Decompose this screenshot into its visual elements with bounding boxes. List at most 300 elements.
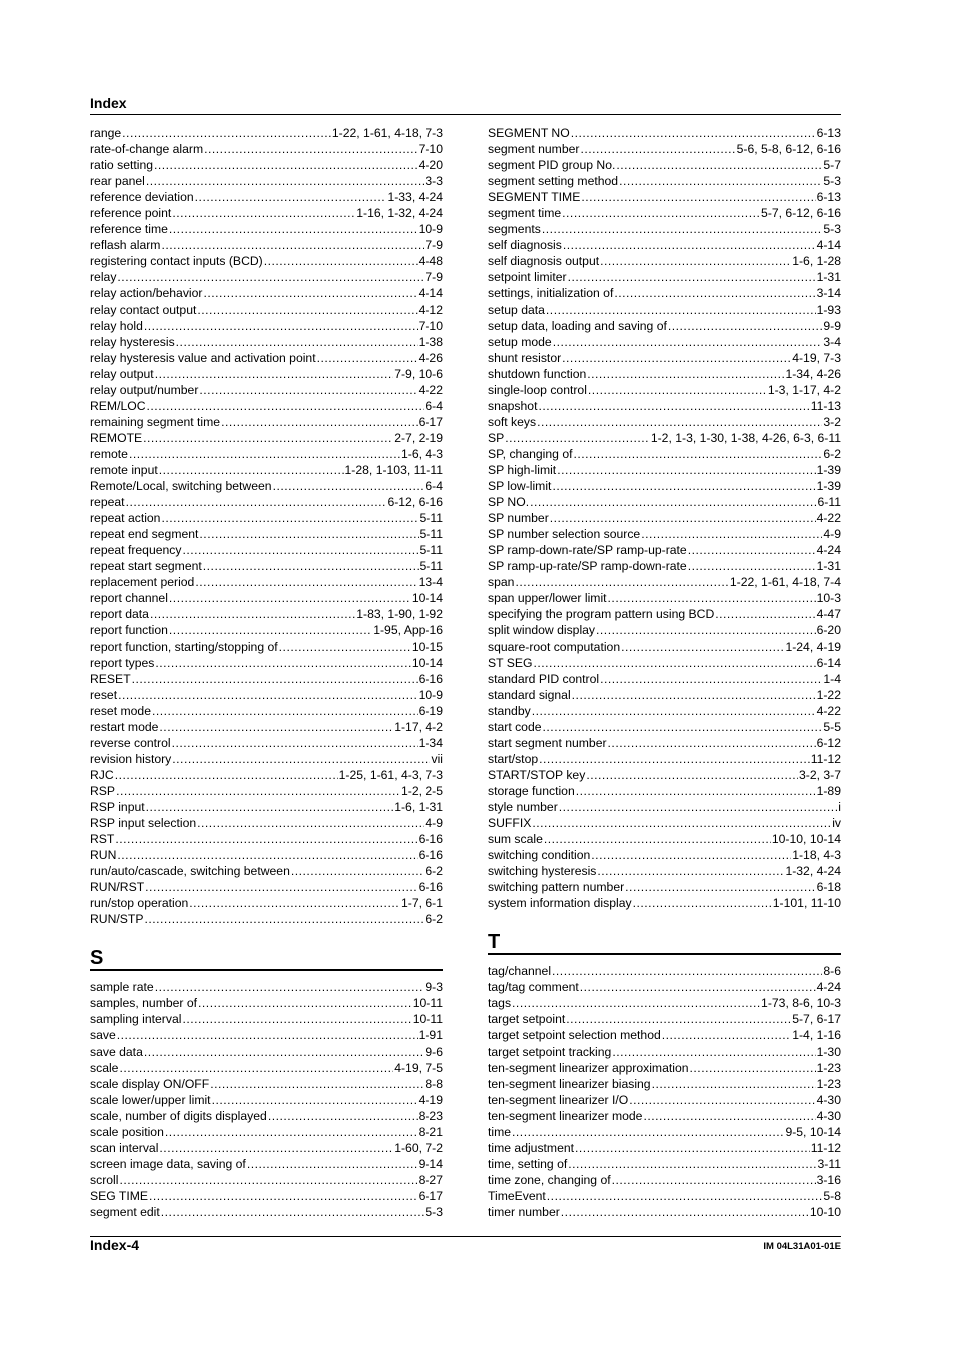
index-entry [90, 494, 443, 510]
index-page-refs: 4-9 [425, 816, 443, 831]
index-page-refs: 4-24 [816, 980, 841, 995]
index-entry-list [488, 125, 841, 911]
dot-leader [530, 494, 816, 510]
index-page-refs: 1-31 [816, 270, 841, 285]
index-entry [488, 719, 841, 735]
index-page-refs: 6-16 [418, 848, 443, 863]
index-term: storage function [488, 783, 575, 798]
dot-leader [566, 1011, 791, 1027]
dot-leader [587, 366, 784, 382]
index-term: scroll [90, 1172, 119, 1187]
index-entry [488, 253, 841, 269]
index-page-refs: 1-3, 1-17, 4-2 [767, 382, 841, 397]
index-term: switching condition [488, 848, 591, 863]
index-term: relay hold [90, 318, 143, 333]
index-term: tag/tag comment [488, 980, 579, 995]
index-term: time, setting of [488, 1156, 568, 1171]
index-page-refs: 1-2, 1-3, 1-30, 1-38, 4-26, 6-3, 6-11 [650, 430, 841, 445]
dot-leader [116, 783, 400, 799]
index-entry [90, 1027, 443, 1043]
index-page-refs: 5-3 [823, 174, 841, 189]
index-page-refs: 6-4 [425, 479, 443, 494]
index-term: repeat end segment [90, 527, 199, 542]
dot-leader [662, 1027, 791, 1043]
index-entry [90, 205, 443, 221]
index-entry [488, 815, 841, 831]
index-page-refs: 7-10 [418, 318, 443, 333]
index-page-refs: 3-14 [816, 286, 841, 301]
index-entry-list [90, 979, 443, 1220]
index-term: target setpoint [488, 1012, 566, 1027]
index-page-refs: 1-73, 8-6, 10-3 [761, 996, 841, 1011]
index-term: relay action/behavior [90, 286, 203, 301]
index-page-refs: 10-14 [411, 655, 443, 670]
index-entry [488, 237, 841, 253]
index-page-refs: 2-7, 2-19 [394, 430, 443, 445]
dot-leader [264, 253, 418, 269]
index-term: SP [488, 430, 505, 445]
dot-leader [546, 302, 816, 318]
index-term: range [90, 126, 122, 140]
index-page-refs: 1-25, 1-61, 4-3, 7-3 [338, 767, 443, 782]
index-page-refs: 1-95, App-16 [373, 623, 443, 638]
index-entry [488, 963, 841, 979]
index-term: SP number [488, 511, 549, 526]
index-page-refs: 1-101, 11-10 [772, 896, 841, 911]
index-term: reference time [90, 222, 168, 237]
index-page-refs: 5-11 [419, 511, 443, 526]
index-entry [488, 1140, 841, 1156]
dot-leader [119, 1060, 393, 1076]
index-page-refs: 4-20 [418, 158, 443, 173]
index-term: sampling interval [90, 1012, 182, 1027]
index-page-refs: 1-93 [816, 302, 841, 317]
index-entry [90, 1011, 443, 1027]
index-entry [90, 1076, 443, 1092]
dot-leader [146, 173, 424, 189]
dot-leader [132, 671, 418, 687]
index-page-refs: 6-11 [817, 495, 841, 510]
dot-leader [195, 574, 417, 590]
index-term: report channel [90, 591, 168, 606]
index-entry [488, 1011, 841, 1027]
dot-leader [291, 863, 425, 879]
dot-leader [575, 1140, 810, 1156]
index-page-refs: 5-8 [823, 1188, 841, 1203]
dot-leader [715, 606, 815, 622]
index-term: restart mode [90, 719, 159, 734]
dot-leader [197, 302, 417, 318]
index-term: RUN/STP [90, 912, 144, 927]
index-entry [90, 1092, 443, 1108]
index-entry [90, 366, 443, 382]
index-term: timer number [488, 1205, 560, 1219]
dot-leader [317, 350, 418, 366]
index-term: run/stop operation [90, 896, 189, 911]
dot-leader [152, 703, 418, 719]
index-page-refs: 10-9 [418, 687, 443, 702]
index-page-refs: 6-2 [425, 912, 443, 927]
index-term: SP ramp-up-rate/SP ramp-down-rate [488, 559, 687, 574]
index-term: shutdown function [488, 366, 587, 381]
index-page-refs: 1-22, 1-61, 4-18, 7-3 [331, 126, 443, 140]
dot-leader [586, 767, 798, 783]
index-term: tag/channel [488, 964, 552, 979]
dot-leader [553, 334, 823, 350]
index-term: ratio setting [90, 158, 154, 173]
index-page-refs: 5-7, 6-17 [792, 1012, 841, 1027]
dot-leader [117, 1027, 418, 1043]
index-entry [488, 703, 841, 719]
index-page-refs: 1-18, 4-3 [792, 848, 841, 863]
dot-leader [568, 1156, 816, 1172]
index-page-refs: 6-4 [425, 398, 443, 413]
dot-leader [532, 815, 831, 831]
dot-leader [576, 783, 816, 799]
dot-leader [600, 671, 822, 687]
index-term: segment time [488, 206, 562, 221]
dot-leader [539, 751, 810, 767]
index-page-refs: 11-12 [810, 1140, 841, 1155]
index-page-refs: 3-11 [817, 1156, 841, 1171]
index-term: scale lower/upper limit [90, 1092, 211, 1107]
index-entry [488, 141, 841, 157]
dot-leader [612, 1044, 815, 1060]
index-page-refs: 1-23 [816, 1060, 841, 1075]
index-entry [90, 1108, 443, 1124]
index-term: settings, initialization of [488, 286, 614, 301]
index-term: remaining segment time [90, 414, 221, 429]
index-term: ten-segment linearizer approximation [488, 1060, 689, 1075]
index-page-refs: 7-10 [418, 142, 443, 157]
dot-leader [580, 141, 735, 157]
index-page-refs: 4-19, 7-3 [792, 350, 841, 365]
index-entry [90, 1044, 443, 1060]
index-entry [90, 302, 443, 318]
dot-leader [608, 590, 816, 606]
index-term: time adjustment [488, 1140, 575, 1155]
dot-leader [147, 398, 425, 414]
index-page-refs: 1-39 [816, 462, 841, 477]
header-divider [90, 114, 841, 115]
index-page-refs: 6-13 [816, 190, 841, 205]
index-term: single-loop control [488, 382, 587, 397]
index-entry [488, 414, 841, 430]
index-entry [90, 767, 443, 783]
index-page-refs: 8-23 [418, 1108, 443, 1123]
index-term: ten-segment linearizer mode [488, 1108, 643, 1123]
index-entry [488, 1156, 841, 1172]
dot-leader [129, 446, 400, 462]
index-page-refs: 8-21 [418, 1124, 443, 1139]
dot-leader [176, 334, 418, 350]
index-entry [488, 979, 841, 995]
index-page-refs: 4-24 [816, 543, 841, 558]
index-term: SEGMENT TIME [488, 190, 581, 205]
section-letter-heading: S [90, 947, 443, 971]
index-page-refs: 10-14 [411, 591, 443, 606]
index-page-refs: 1-32, 4-24 [785, 864, 841, 879]
index-term: reset mode [90, 703, 151, 718]
index-entry [488, 430, 841, 446]
index-page-refs: 4-48 [418, 254, 443, 269]
index-entry [488, 606, 841, 622]
index-term: screen image data, saving of [90, 1156, 246, 1171]
index-page-refs: 10-9 [418, 222, 443, 237]
index-page-refs: 7-9, 10-6 [394, 366, 443, 381]
index-entry [90, 478, 443, 494]
index-page-refs: 6-2 [425, 864, 443, 879]
dot-leader [145, 879, 417, 895]
index-entry [90, 735, 443, 751]
dot-leader [547, 1188, 823, 1204]
index-page-refs: 11-12 [810, 751, 841, 766]
index-entry [488, 1027, 841, 1043]
index-section-s [90, 947, 443, 1220]
dot-leader [625, 879, 815, 895]
index-term: REMOTE [90, 430, 143, 445]
index-entry [90, 815, 443, 831]
index-entry [488, 526, 841, 542]
index-term: registering contact inputs (BCD) [90, 254, 263, 269]
index-page-refs: 5-7 [823, 158, 841, 173]
index-term: system information display [488, 896, 632, 911]
index-term: scale display ON/OFF [90, 1076, 210, 1091]
index-entry [90, 157, 443, 173]
dot-leader [143, 430, 393, 446]
index-entry [90, 895, 443, 911]
index-page-refs: 9-6 [425, 1044, 443, 1059]
index-page-refs: 13-4 [418, 575, 443, 590]
dot-leader [145, 911, 425, 927]
index-page-refs: 7-9 [425, 238, 443, 253]
index-term: reflash alarm [90, 238, 161, 253]
index-term: reference deviation [90, 190, 194, 205]
index-term: SP, changing of [488, 446, 573, 461]
index-entry [488, 1044, 841, 1060]
index-entry [488, 590, 841, 606]
index-entry [90, 879, 443, 895]
index-term: segment edit [90, 1205, 160, 1219]
index-page-refs: 1-4 [823, 671, 841, 686]
index-entry [488, 366, 841, 382]
index-entry [488, 1124, 841, 1140]
index-page-refs: 5-5 [823, 719, 841, 734]
index-entry [90, 414, 443, 430]
index-page-refs: 1-22, 1-61, 4-18, 7-4 [729, 575, 841, 590]
index-page-refs: 6-17 [418, 1188, 443, 1203]
index-entry [488, 1092, 841, 1108]
index-term: repeat [90, 495, 125, 510]
index-page-refs: 8-6 [823, 964, 841, 979]
index-term: revision history [90, 751, 172, 766]
dot-leader [568, 269, 816, 285]
index-term: relay contact output [90, 302, 197, 317]
index-term: remote input [90, 462, 158, 477]
index-term: run/auto/cascade, switching between [90, 864, 290, 879]
index-entry [90, 606, 443, 622]
index-entry [90, 719, 443, 735]
dot-leader [563, 237, 816, 253]
index-page-refs: 10-3 [816, 591, 841, 606]
index-term: rear panel [90, 174, 145, 189]
dot-leader [172, 205, 355, 221]
index-page-refs: 3-16 [816, 1172, 841, 1187]
index-page-refs: 1-23 [816, 1076, 841, 1091]
dot-leader [165, 1124, 418, 1140]
index-term: shunt resistor [488, 350, 562, 365]
index-entry [90, 1140, 443, 1156]
index-term: RSP input [90, 799, 145, 814]
index-entry [90, 995, 443, 1011]
index-page-refs: 7-9 [425, 270, 443, 285]
dot-leader [616, 157, 822, 173]
index-page-refs: 1-16, 1-32, 4-24 [356, 206, 443, 221]
index-entry [90, 863, 443, 879]
index-term: REM/LOC [90, 398, 146, 413]
dot-leader [212, 1092, 418, 1108]
dot-leader [182, 542, 418, 558]
index-entry [488, 350, 841, 366]
dot-leader [149, 1188, 418, 1204]
index-page-refs: 6-2 [823, 446, 841, 461]
index-page-refs: 6-12, 6-16 [387, 495, 443, 510]
index-entry [90, 703, 443, 719]
index-entry [488, 382, 841, 398]
index-entry [488, 221, 841, 237]
index-entry [90, 1204, 443, 1220]
index-entry [488, 831, 841, 847]
index-entry [488, 767, 841, 783]
index-entry [488, 783, 841, 799]
index-entry [488, 863, 841, 879]
index-page-refs: 8-27 [418, 1172, 443, 1187]
dot-leader [199, 382, 417, 398]
footer-divider [90, 1236, 841, 1237]
index-term: RUN [90, 848, 117, 863]
dot-leader [572, 687, 816, 703]
index-entry [90, 462, 443, 478]
index-term: segments [488, 222, 541, 237]
index-entry [488, 173, 841, 189]
index-term: RSP input selection [90, 816, 197, 831]
index-term: span upper/lower limit [488, 591, 607, 606]
index-term: report function [90, 623, 168, 638]
index-entry [90, 510, 443, 526]
dot-leader [688, 558, 816, 574]
index-page-refs: 4-12 [418, 302, 443, 317]
index-entry [488, 205, 841, 221]
index-term: samples, number of [90, 996, 198, 1011]
index-column-right [488, 125, 841, 1220]
footer-document-number: IM 04L31A01-01E [763, 1241, 841, 1252]
index-entry [488, 879, 841, 895]
dot-leader [159, 719, 393, 735]
index-page-refs: 1-7, 6-1 [400, 896, 443, 911]
dot-leader [203, 285, 417, 301]
dot-leader [688, 542, 816, 558]
index-page-refs: 1-91 [418, 1028, 443, 1043]
dot-leader [614, 285, 815, 301]
dot-leader [268, 1108, 418, 1124]
index-term: setup data [488, 302, 545, 317]
dot-leader [690, 1060, 816, 1076]
dot-leader [562, 205, 760, 221]
index-term: style number [488, 799, 558, 814]
dot-leader [559, 799, 838, 815]
index-page-refs: 5-7, 6-12, 6-16 [761, 206, 841, 221]
index-term: ST SEG [488, 655, 533, 670]
index-term: SEG TIME [90, 1188, 149, 1203]
index-term: RSP [90, 783, 116, 798]
index-entry [90, 269, 443, 285]
index-term: start code [488, 719, 542, 734]
index-term: SP high-limit [488, 462, 557, 477]
index-term: sum scale [488, 832, 543, 847]
index-page-refs: i [838, 799, 841, 814]
index-page-refs: 4-30 [816, 1108, 841, 1123]
index-entry [488, 622, 841, 638]
dot-leader [117, 847, 417, 863]
index-page-refs: 6-16 [418, 832, 443, 847]
index-page-refs: 5-11 [419, 543, 443, 558]
index-term: SP number selection source [488, 527, 641, 542]
index-entry [90, 189, 443, 205]
index-entry [488, 478, 841, 494]
dot-leader [159, 462, 344, 478]
index-term: span [488, 575, 515, 590]
index-term: target setpoint tracking [488, 1044, 612, 1059]
index-entry [90, 1124, 443, 1140]
index-page-refs: 4-30 [816, 1092, 841, 1107]
index-entry [488, 847, 841, 863]
index-entry [488, 1076, 841, 1092]
index-entry [90, 446, 443, 462]
index-entry [488, 1172, 841, 1188]
dot-leader [169, 622, 372, 638]
index-page-refs: 4-22 [418, 382, 443, 397]
dot-leader [273, 478, 425, 494]
index-term: report function, starting/stopping of [90, 639, 278, 654]
index-entry [488, 494, 841, 510]
index-page-refs: 1-31 [816, 559, 841, 574]
index-page-refs: 1-28, 1-103, 11-11 [344, 462, 443, 477]
index-entry [488, 1060, 841, 1076]
index-term: setpoint limiter [488, 270, 567, 285]
index-term: ten-segment linearizer biasing [488, 1076, 651, 1091]
index-entry [488, 157, 841, 173]
index-term: switching pattern number [488, 880, 625, 895]
index-page-refs: 6-16 [418, 880, 443, 895]
index-entry [90, 847, 443, 863]
index-page-refs: 6-19 [418, 703, 443, 718]
index-entry [90, 655, 443, 671]
index-page-refs: 3-2 [823, 414, 841, 429]
index-term: relay hysteresis value and activation point [90, 350, 316, 365]
index-entry [90, 783, 443, 799]
index-term: self diagnosis output [488, 254, 600, 269]
index-page-refs: 1-30 [816, 1044, 841, 1059]
dot-leader [203, 558, 419, 574]
dot-leader [588, 382, 767, 398]
dot-leader [612, 1172, 816, 1188]
dot-leader [279, 639, 411, 655]
dot-leader [512, 995, 760, 1011]
dot-leader [150, 606, 355, 622]
index-term: Remote/Local, switching between [90, 479, 272, 494]
index-page-refs: 1-6, 1-28 [792, 254, 841, 269]
index-term: switching hysteresis [488, 864, 597, 879]
